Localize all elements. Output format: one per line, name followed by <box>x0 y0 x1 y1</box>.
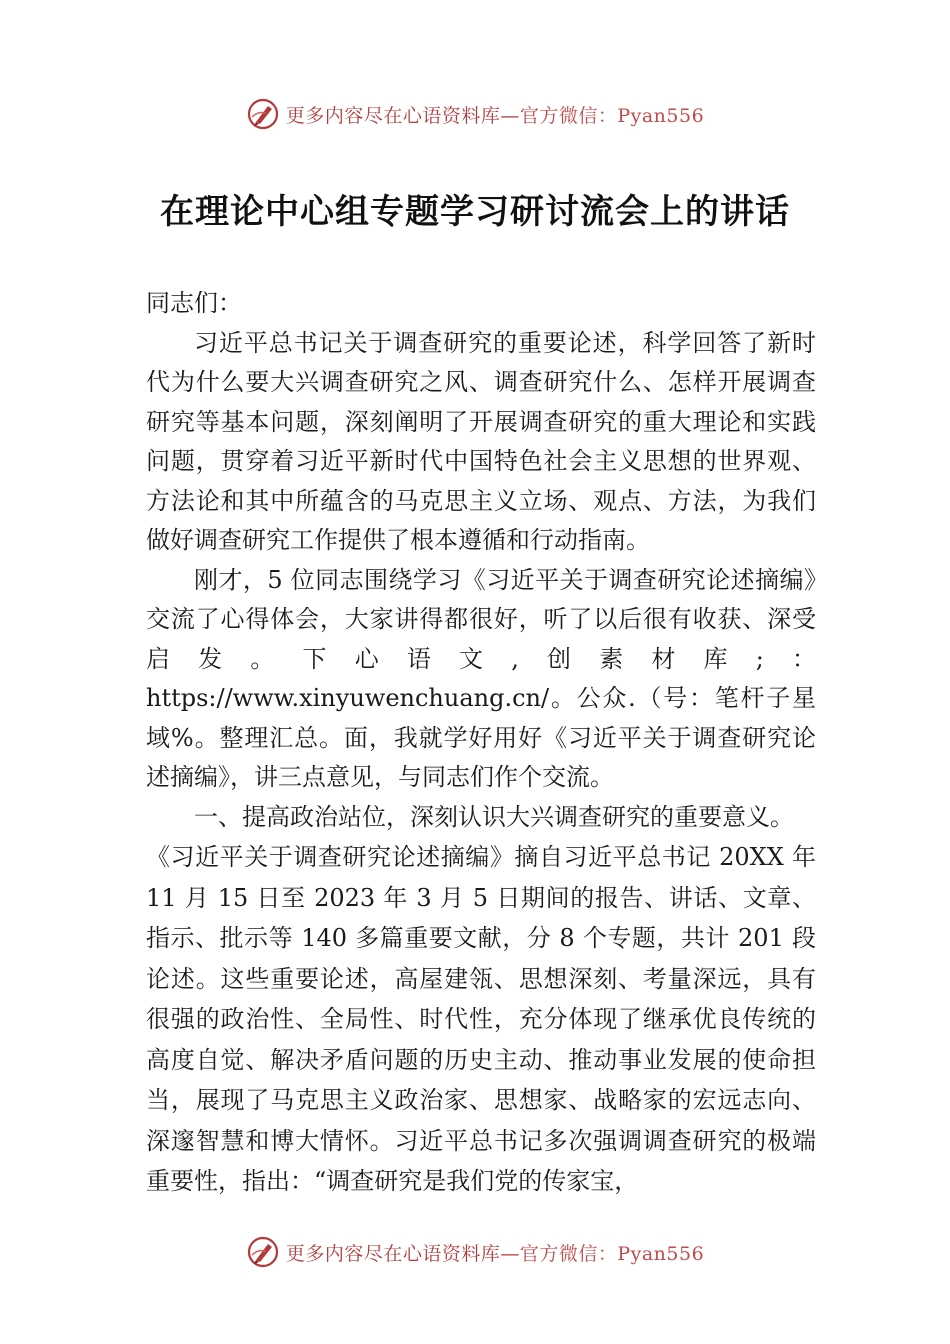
paragraph-3: 《习近平关于调查研究论述摘编》摘自习近平总书记 20XX 年 11 月 15 日至 2023 年 3 月 5 日期间的报告、讲话、文章、指示、批示等 140 多篇重要文献，分 8 个专题，共计 201 段论述。这些重要论述，高屋建瓴、思想深刻、考量深远，具有很强的政治性、全局性、时代性，充分体现了继承优良传统的高度自觉、解决矛盾问题的历史主动、推动事业发展的使命担当，展现了马克思主义政治家、思想家、战略家的宏远志向、深邃智慧和博大情怀。习近平总书记多次强调调查研究的极端重要性，指出：“调查研究是我们党的传家宝， <box>146 843 816 1195</box>
pen-logo-icon <box>246 97 280 131</box>
wechat-id: 官方微信：Pyan556 <box>519 104 705 127</box>
footer-banner <box>0 1232 950 1272</box>
header-banner <box>0 94 950 134</box>
greeting: 同志们： <box>146 289 242 317</box>
document-body <box>146 284 816 1202</box>
section-heading-1: 一、提高政治站位，深刻认识大兴调查研究的重要意义。 <box>194 802 794 831</box>
pen-logo-icon <box>246 1235 280 1269</box>
paragraph-1: 习近平总书记关于调查研究的重要论述，科学回答了新时代为什么要大兴调查研究之风、调查研究什么、怎样开展调查研究等基本问题，深刻阐明了开展调查研究的重大理论和实践问题，贯穿着习近平新时代中国特色社会主义思想的世界观、方法论和其中所蕴含的马克思主义立场、观点、方法，为我们做好调查研究工作提供了根本遵循和行动指南。 <box>146 328 816 554</box>
banner-text: 更多内容尽在心语资料库—官方微信：Pyan556 <box>285 1242 705 1265</box>
wechat-id: 官方微信：Pyan556 <box>519 1242 705 1265</box>
document-title: 在理论中心组专题学习研讨流会上的讲话 <box>160 192 790 232</box>
paragraph-2: 刚才，5 位同志围绕学习《习近平关于调查研究论述摘编》交流了心得体会，大家讲得都很好，听了以后很有收获、深受启发。下心语文,创素材库;：https://www.xinyuwenchuang.cn/。公众.（号：笔杆子星域%。整理汇总。面，我就学好用好《习近平关于调查研究论述摘编》，讲三点意见，与同志们作个交流。 <box>146 565 816 791</box>
banner-text: 更多内容尽在心语资料库—官方微信：Pyan556 <box>285 104 705 127</box>
